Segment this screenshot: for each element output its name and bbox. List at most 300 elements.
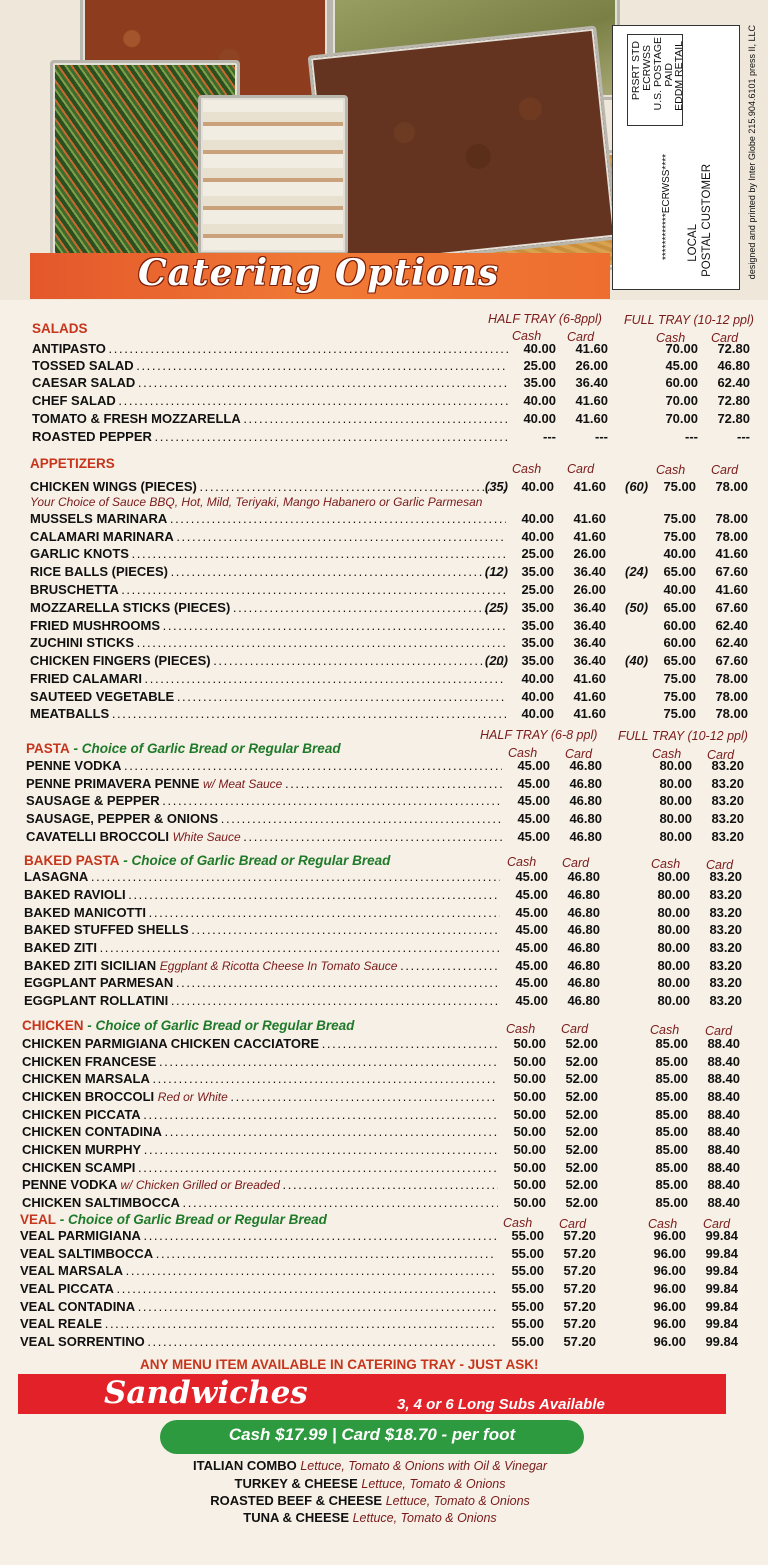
menu-item-name [30,479,506,494]
full-tray-card-price: 78.00 [715,671,748,686]
half-tray-card-price: 52.00 [565,1036,598,1051]
full-tray-card-price: 62.40 [717,375,750,390]
menu-item-name [20,1281,496,1296]
half-tray-card-price: 52.00 [565,1107,598,1122]
food-tray-image [308,25,619,269]
full-tray-card-price: 83.20 [711,829,744,844]
catering-note: ANY MENU ITEM AVAILABLE IN CATERING TRAY - JUST ASK! [140,1357,539,1372]
menu-item-name [24,993,500,1008]
full-tray-cash-price: 85.00 [655,1036,688,1051]
menu-item-row [24,940,764,957]
menu-item-label: ZUCHINI STICKS [30,635,134,650]
cash-header: Cash [503,1216,533,1230]
full-tray-cash-price: 96.00 [653,1246,686,1261]
half-tray-cash-price: 40.00 [521,479,554,494]
menu-item-row [30,564,768,581]
full-tray-cash-price: 96.00 [653,1263,686,1278]
half-tray-cash-price: 35.00 [521,635,554,650]
half-tray-card-price: 46.80 [567,975,600,990]
menu-item-row [26,811,766,828]
section-note: - Choice of Garlic Bread or Regular Bread [56,1212,327,1227]
cash-header: Cash [651,857,681,871]
half-tray-header: HALF TRAY (6-8ppl) [488,312,602,326]
half-tray-card-price: 41.60 [575,341,608,356]
menu-item-row [22,1160,762,1177]
half-tray-cash-price: 50.00 [513,1124,546,1139]
half-tray-pieces: (25) [484,600,508,615]
card-header: Card [565,747,593,761]
full-tray-card-price: 99.84 [705,1316,738,1331]
half-tray-card-price: 41.60 [573,689,606,704]
menu-item-row [32,341,768,358]
half-tray-card-price: 46.80 [569,811,602,826]
half-tray-cash-price: 55.00 [511,1281,544,1296]
menu-item-name [26,776,502,791]
menu-item-label: VEAL PICCATA [20,1281,114,1296]
section-note: - Choice of Garlic Bread or Regular Bread [119,853,391,868]
half-tray-cash-price: 45.00 [515,975,548,990]
half-tray-card-price: 41.60 [573,706,606,721]
full-tray-card-price: 78.00 [715,479,748,494]
menu-item-name [24,922,500,937]
menu-item-row [22,1054,762,1071]
menu-item-label: BAKED RAVIOLI [24,887,126,902]
menu-item-name [32,411,508,426]
half-tray-cash-price: 45.00 [517,811,550,826]
half-tray-card-price: 52.00 [565,1195,598,1210]
full-tray-card-price: 83.20 [709,869,742,884]
menu-item-row [22,1107,762,1124]
half-tray-cash-price: 45.00 [515,922,548,937]
menu-item-label: PENNE VODKA [22,1177,121,1192]
menu-item-label: CHICKEN MURPHY [22,1142,142,1157]
section-title: BAKED PASTA [24,853,120,868]
menu-item-name [30,671,506,686]
permit-line: PAID [663,63,675,87]
postage-box [612,25,740,290]
card-header: Card [711,331,739,345]
half-tray-card-price: 36.40 [573,635,606,650]
menu-item-desc: Eggplant & Ricotta Cheese In Tomato Sauce [159,959,398,973]
menu-item-row [20,1281,760,1298]
menu-item-row [24,887,764,904]
card-header: Card [711,463,739,477]
menu-item-label: MEATBALLS [30,706,110,721]
full-tray-card-price: 88.40 [707,1071,740,1086]
half-tray-card-price: 57.20 [563,1334,596,1349]
menu-item-name [30,582,506,597]
cash-header: Cash [652,747,682,761]
menu-item-row [26,776,766,793]
section-pasta [26,741,341,756]
full-tray-cash-price: 96.00 [653,1281,686,1296]
half-tray-cash-price: 40.00 [521,706,554,721]
menu-item-label: BAKED ZITI SICILIAN [24,958,160,973]
half-tray-card-price: 41.60 [575,393,608,408]
cash-header: Cash [656,463,686,477]
half-tray-card-price: 36.40 [575,375,608,390]
menu-item-name [22,1071,498,1086]
card-header: Card [562,856,590,870]
menu-item-name [20,1316,496,1331]
card-header: Card [703,1217,731,1231]
menu-item-name [32,429,508,444]
section-chicken [22,1018,354,1033]
menu-item-label: GARLIC KNOTS [30,546,129,561]
menu-item-row [30,582,768,599]
menu-item-name [20,1334,496,1349]
half-tray-card-price: 46.80 [569,758,602,773]
half-tray-card-price: 57.20 [563,1246,596,1261]
ecrwss-code: ************ECRWSS**** [661,154,672,260]
menu-item-label: MOZZARELLA STICKS (PIECES) [30,600,231,615]
full-tray-card-price: 83.20 [709,905,742,920]
menu-item-label: VEAL SALTIMBOCCA [20,1246,154,1261]
menu-item-label: CHEF SALAD [32,393,116,408]
half-tray-cash-price: 45.00 [515,940,548,955]
full-tray-card-price: 88.40 [707,1107,740,1122]
sandwich-desc: Lettuce, Tomato & Onions [352,1511,497,1525]
menu-item-name [26,793,502,808]
menu-item-row [30,600,768,617]
section-salads [32,321,88,336]
menu-item-name [20,1263,496,1278]
half-tray-card-price: 46.80 [569,776,602,791]
menu-item-label: RICE BALLS (PIECES) [30,564,168,579]
cash-header: Cash [648,1217,678,1231]
menu-item-name [30,600,506,615]
menu-item-name [32,341,508,356]
menu-item-name [20,1228,496,1243]
half-tray-cash-price: 35.00 [521,653,554,668]
menu-item-name [32,393,508,408]
full-tray-cash-price: 80.00 [659,829,692,844]
menu-item-row [20,1246,760,1263]
half-tray-cash-price: 40.00 [523,393,556,408]
menu-item-row [32,429,768,446]
menu-item-row [22,1142,762,1159]
full-tray-cash-price: 80.00 [657,869,690,884]
menu-item-desc: Red or White [157,1090,228,1104]
full-tray-card-price: 78.00 [715,511,748,526]
half-tray-cash-price: 25.00 [523,358,556,373]
half-tray-cash-price: 40.00 [523,411,556,426]
menu-item-name [30,511,506,526]
full-tray-cash-price: 80.00 [657,887,690,902]
menu-item-name [26,811,502,826]
menu-item-label: TOSSED SALAD [32,358,134,373]
full-tray-card-price: 83.20 [711,793,744,808]
cash-header: Cash [512,329,542,343]
sandwich-name: ROASTED BEEF & CHEESE [210,1493,386,1508]
menu-item-row [22,1036,762,1053]
menu-item-label: CALAMARI MARINARA [30,529,174,544]
menu-item-row [22,1071,762,1088]
menu-item-row [20,1263,760,1280]
full-tray-cash-price: 65.00 [663,600,696,615]
permit-line: U.S. POSTAGE [652,37,664,111]
menu-item-label: BAKED STUFFED SHELLS [24,922,189,937]
half-tray-cash-price: 45.00 [515,887,548,902]
full-tray-cash-price: 70.00 [665,411,698,426]
menu-item-label: BAKED MANICOTTI [24,905,147,920]
half-tray-card-price: --- [595,429,608,444]
full-tray-cash-price: 65.00 [663,564,696,579]
full-tray-card-price: 99.84 [705,1246,738,1261]
full-tray-cash-price: 75.00 [663,706,696,721]
menu-item-row [24,975,764,992]
cash-header: Cash [508,746,538,760]
full-tray-cash-price: 80.00 [657,958,690,973]
menu-item-name [22,1054,498,1069]
menu-item-row [20,1316,760,1333]
full-tray-header: FULL TRAY (10-12 ppl) [618,729,748,743]
half-tray-card-price: 46.80 [569,793,602,808]
card-header: Card [559,1217,587,1231]
full-tray-cash-price: 85.00 [655,1160,688,1175]
menu-item-name [32,375,508,390]
menu-item-label: MUSSELS MARINARA [30,511,168,526]
full-tray-card-price: 99.84 [705,1334,738,1349]
menu-item-label: TOMATO & FRESH MOZZARELLA [32,411,241,426]
menu-item-label: VEAL REALE [20,1316,103,1331]
half-tray-pieces: (12) [484,564,508,579]
menu-item-label: CHICKEN PICCATA [22,1107,141,1122]
full-tray-card-price: 41.60 [715,582,748,597]
menu-item-name [22,1142,498,1157]
full-tray-cash-price: 75.00 [663,689,696,704]
sandwich-desc: Lettuce, Tomato & Onions [361,1477,506,1491]
menu-item-name [24,940,500,955]
menu-item-label: EGGPLANT PARMESAN [24,975,174,990]
half-tray-cash-price: 50.00 [513,1195,546,1210]
half-tray-cash-price: 45.00 [515,958,548,973]
full-tray-pieces: (50) [625,600,649,615]
full-tray-card-price: 83.20 [709,975,742,990]
half-tray-card-price: 41.60 [573,511,606,526]
half-tray-cash-price: 25.00 [521,582,554,597]
half-tray-card-price: 46.80 [567,887,600,902]
half-tray-cash-price: 45.00 [517,793,550,808]
menu-item-name [20,1299,496,1314]
full-tray-cash-price: 80.00 [659,776,692,791]
menu-item-name [22,1124,498,1139]
full-tray-card-price: 88.40 [707,1054,740,1069]
half-tray-cash-price: 50.00 [513,1160,546,1175]
half-tray-cash-price: 45.00 [517,758,550,773]
menu-item-label: CHICKEN CONTADINA [22,1124,162,1139]
menu-item-label: VEAL CONTADINA [20,1299,136,1314]
full-tray-cash-price: 40.00 [663,582,696,597]
full-tray-card-price: 83.20 [709,887,742,902]
menu-item-label: VEAL MARSALA [20,1263,124,1278]
half-tray-cash-price: 50.00 [513,1036,546,1051]
card-header: Card [567,330,595,344]
menu-item-name [30,635,506,650]
section-title: PASTA [26,741,70,756]
half-tray-cash-price: 55.00 [511,1228,544,1243]
full-tray-card-price: 99.84 [705,1281,738,1296]
half-tray-card-price: 36.40 [573,653,606,668]
full-tray-cash-price: 40.00 [663,546,696,561]
menu-item-label: VEAL SORRENTINO [20,1334,145,1349]
page-title: Catering Options [138,252,500,294]
cash-header: Cash [656,331,686,345]
half-tray-pieces: (20) [484,653,508,668]
section-veal [20,1212,327,1227]
half-tray-cash-price: 55.00 [511,1299,544,1314]
section-baked-pasta [24,853,390,868]
sandwich-item [0,1476,740,1491]
menu-item-label: CHICKEN PARMIGIANA CHICKEN CACCIATORE [22,1036,320,1051]
full-tray-cash-price: 60.00 [665,375,698,390]
permit-indicia [627,34,683,126]
menu-item-label: SAUSAGE, PEPPER & ONIONS [26,811,219,826]
menu-item-row [26,793,766,810]
half-tray-cash-price: 50.00 [513,1177,546,1192]
full-tray-card-price: 41.60 [715,546,748,561]
menu-item-name [30,689,506,704]
half-tray-card-price: 46.80 [567,922,600,937]
half-tray-card-price: 46.80 [567,993,600,1008]
menu-item-name [22,1160,498,1175]
full-tray-cash-price: 70.00 [665,341,698,356]
half-tray-cash-price: 55.00 [511,1263,544,1278]
full-tray-cash-price: 96.00 [653,1316,686,1331]
menu-item-name [24,975,500,990]
half-tray-cash-price: 50.00 [513,1071,546,1086]
half-tray-card-price: 52.00 [565,1160,598,1175]
full-tray-card-price: 83.20 [711,758,744,773]
section-note: - Choice of Garlic Bread or Regular Bread [83,1018,355,1033]
full-tray-cash-price: 85.00 [655,1089,688,1104]
section-title: CHICKEN [22,1018,84,1033]
half-tray-cash-price: 35.00 [521,564,554,579]
sandwich-name: TURKEY & CHEESE [234,1476,362,1491]
sandwich-item [0,1510,740,1525]
full-tray-card-price: 46.80 [717,358,750,373]
half-tray-card-price: 41.60 [573,479,606,494]
full-tray-header: FULL TRAY (10-12 ppl) [624,313,754,327]
half-tray-card-price: 57.20 [563,1228,596,1243]
full-tray-card-price: 78.00 [715,689,748,704]
printer-credit-text: designed and printed by Inter Globe 215.904.6101 press II, LLC [747,25,757,280]
full-tray-cash-price: 65.00 [663,653,696,668]
menu-item-row [30,511,768,528]
full-tray-cash-price: 80.00 [657,993,690,1008]
full-tray-cash-price: 80.00 [657,940,690,955]
menu-item-row [26,758,766,775]
full-tray-cash-price: 75.00 [663,671,696,686]
full-tray-cash-price: --- [685,429,698,444]
menu-item-row [30,546,768,563]
permit-line: PRSRT STD [630,41,642,101]
menu-item-row [24,993,764,1010]
menu-item-label: CHICKEN WINGS (PIECES) [30,479,197,494]
full-tray-card-price: 88.40 [707,1142,740,1157]
half-tray-cash-price: 45.00 [517,829,550,844]
half-tray-cash-price: 40.00 [521,689,554,704]
menu-item-row [24,958,764,975]
menu-item-name [22,1177,498,1192]
half-tray-card-price: 57.20 [563,1263,596,1278]
menu-item-row [30,635,768,652]
menu-item-row [32,358,768,375]
half-tray-cash-price: 50.00 [513,1054,546,1069]
menu-item-label: BAKED ZITI [24,940,97,955]
menu-item-row [30,653,768,670]
half-tray-card-price: 57.20 [563,1316,596,1331]
full-tray-cash-price: 80.00 [657,905,690,920]
full-tray-card-price: 99.84 [705,1299,738,1314]
full-tray-card-price: 67.60 [715,653,748,668]
full-tray-cash-price: 45.00 [665,358,698,373]
menu-item-desc: w/ Chicken Grilled or Breaded [120,1178,280,1192]
full-tray-card-price: --- [737,429,750,444]
half-tray-header: HALF TRAY (6-8 ppl) [480,728,598,742]
sandwich-name: ITALIAN COMBO [192,1458,301,1473]
menu-item-name [20,1246,496,1261]
full-tray-card-price: 78.00 [715,529,748,544]
sandwiches-subtitle: 3, 4 or 6 Long Subs Available [397,1396,605,1413]
half-tray-pieces: (35) [484,479,508,494]
menu-item-row [22,1124,762,1141]
sandwich-item [0,1493,740,1508]
menu-item-label: BRUSCHETTA [30,582,119,597]
half-tray-cash-price: 25.00 [521,546,554,561]
menu-item-row [26,829,766,846]
menu-item-row [22,1089,762,1106]
menu-item-label: CAESAR SALAD [32,375,136,390]
cash-header: Cash [650,1023,680,1037]
menu-item-label: VEAL PARMIGIANA [20,1228,141,1243]
cash-header: Cash [506,1022,536,1036]
card-header: Card [567,462,595,476]
half-tray-card-price: 36.40 [573,564,606,579]
menu-item-label: FRIED MUSHROOMS [30,618,160,633]
half-tray-card-price: 52.00 [565,1124,598,1139]
full-tray-cash-price: 96.00 [653,1334,686,1349]
full-tray-cash-price: 96.00 [653,1299,686,1314]
full-tray-cash-price: 60.00 [663,618,696,633]
menu-item-row [24,869,764,886]
half-tray-card-price: 57.20 [563,1299,596,1314]
full-tray-card-price: 78.00 [715,706,748,721]
full-tray-card-price: 88.40 [707,1036,740,1051]
full-tray-cash-price: 80.00 [659,758,692,773]
half-tray-card-price: 57.20 [563,1281,596,1296]
menu-item-label: PENNE VODKA [26,758,122,773]
half-tray-cash-price: 45.00 [515,869,548,884]
card-header: Card [561,1022,589,1036]
permit-line: EDDM RETAIL [673,41,685,111]
half-tray-cash-price: 45.00 [515,993,548,1008]
half-tray-card-price: 52.00 [565,1142,598,1157]
cash-header: Cash [512,462,542,476]
menu-item-desc: White Sauce [172,830,241,844]
menu-item-name [22,1107,498,1122]
half-tray-card-price: 46.80 [567,940,600,955]
recipient-line: POSTAL CUSTOMER [701,164,713,277]
menu-item-row [20,1334,760,1351]
menu-item-label: CHICKEN FRANCESE [22,1054,157,1069]
full-tray-card-price: 99.84 [705,1263,738,1278]
menu-item-row [24,905,764,922]
half-tray-cash-price: 45.00 [515,905,548,920]
full-tray-card-price: 72.80 [717,341,750,356]
full-tray-card-price: 88.40 [707,1177,740,1192]
menu-item-label: PENNE PRIMAVERA PENNE [26,776,203,791]
